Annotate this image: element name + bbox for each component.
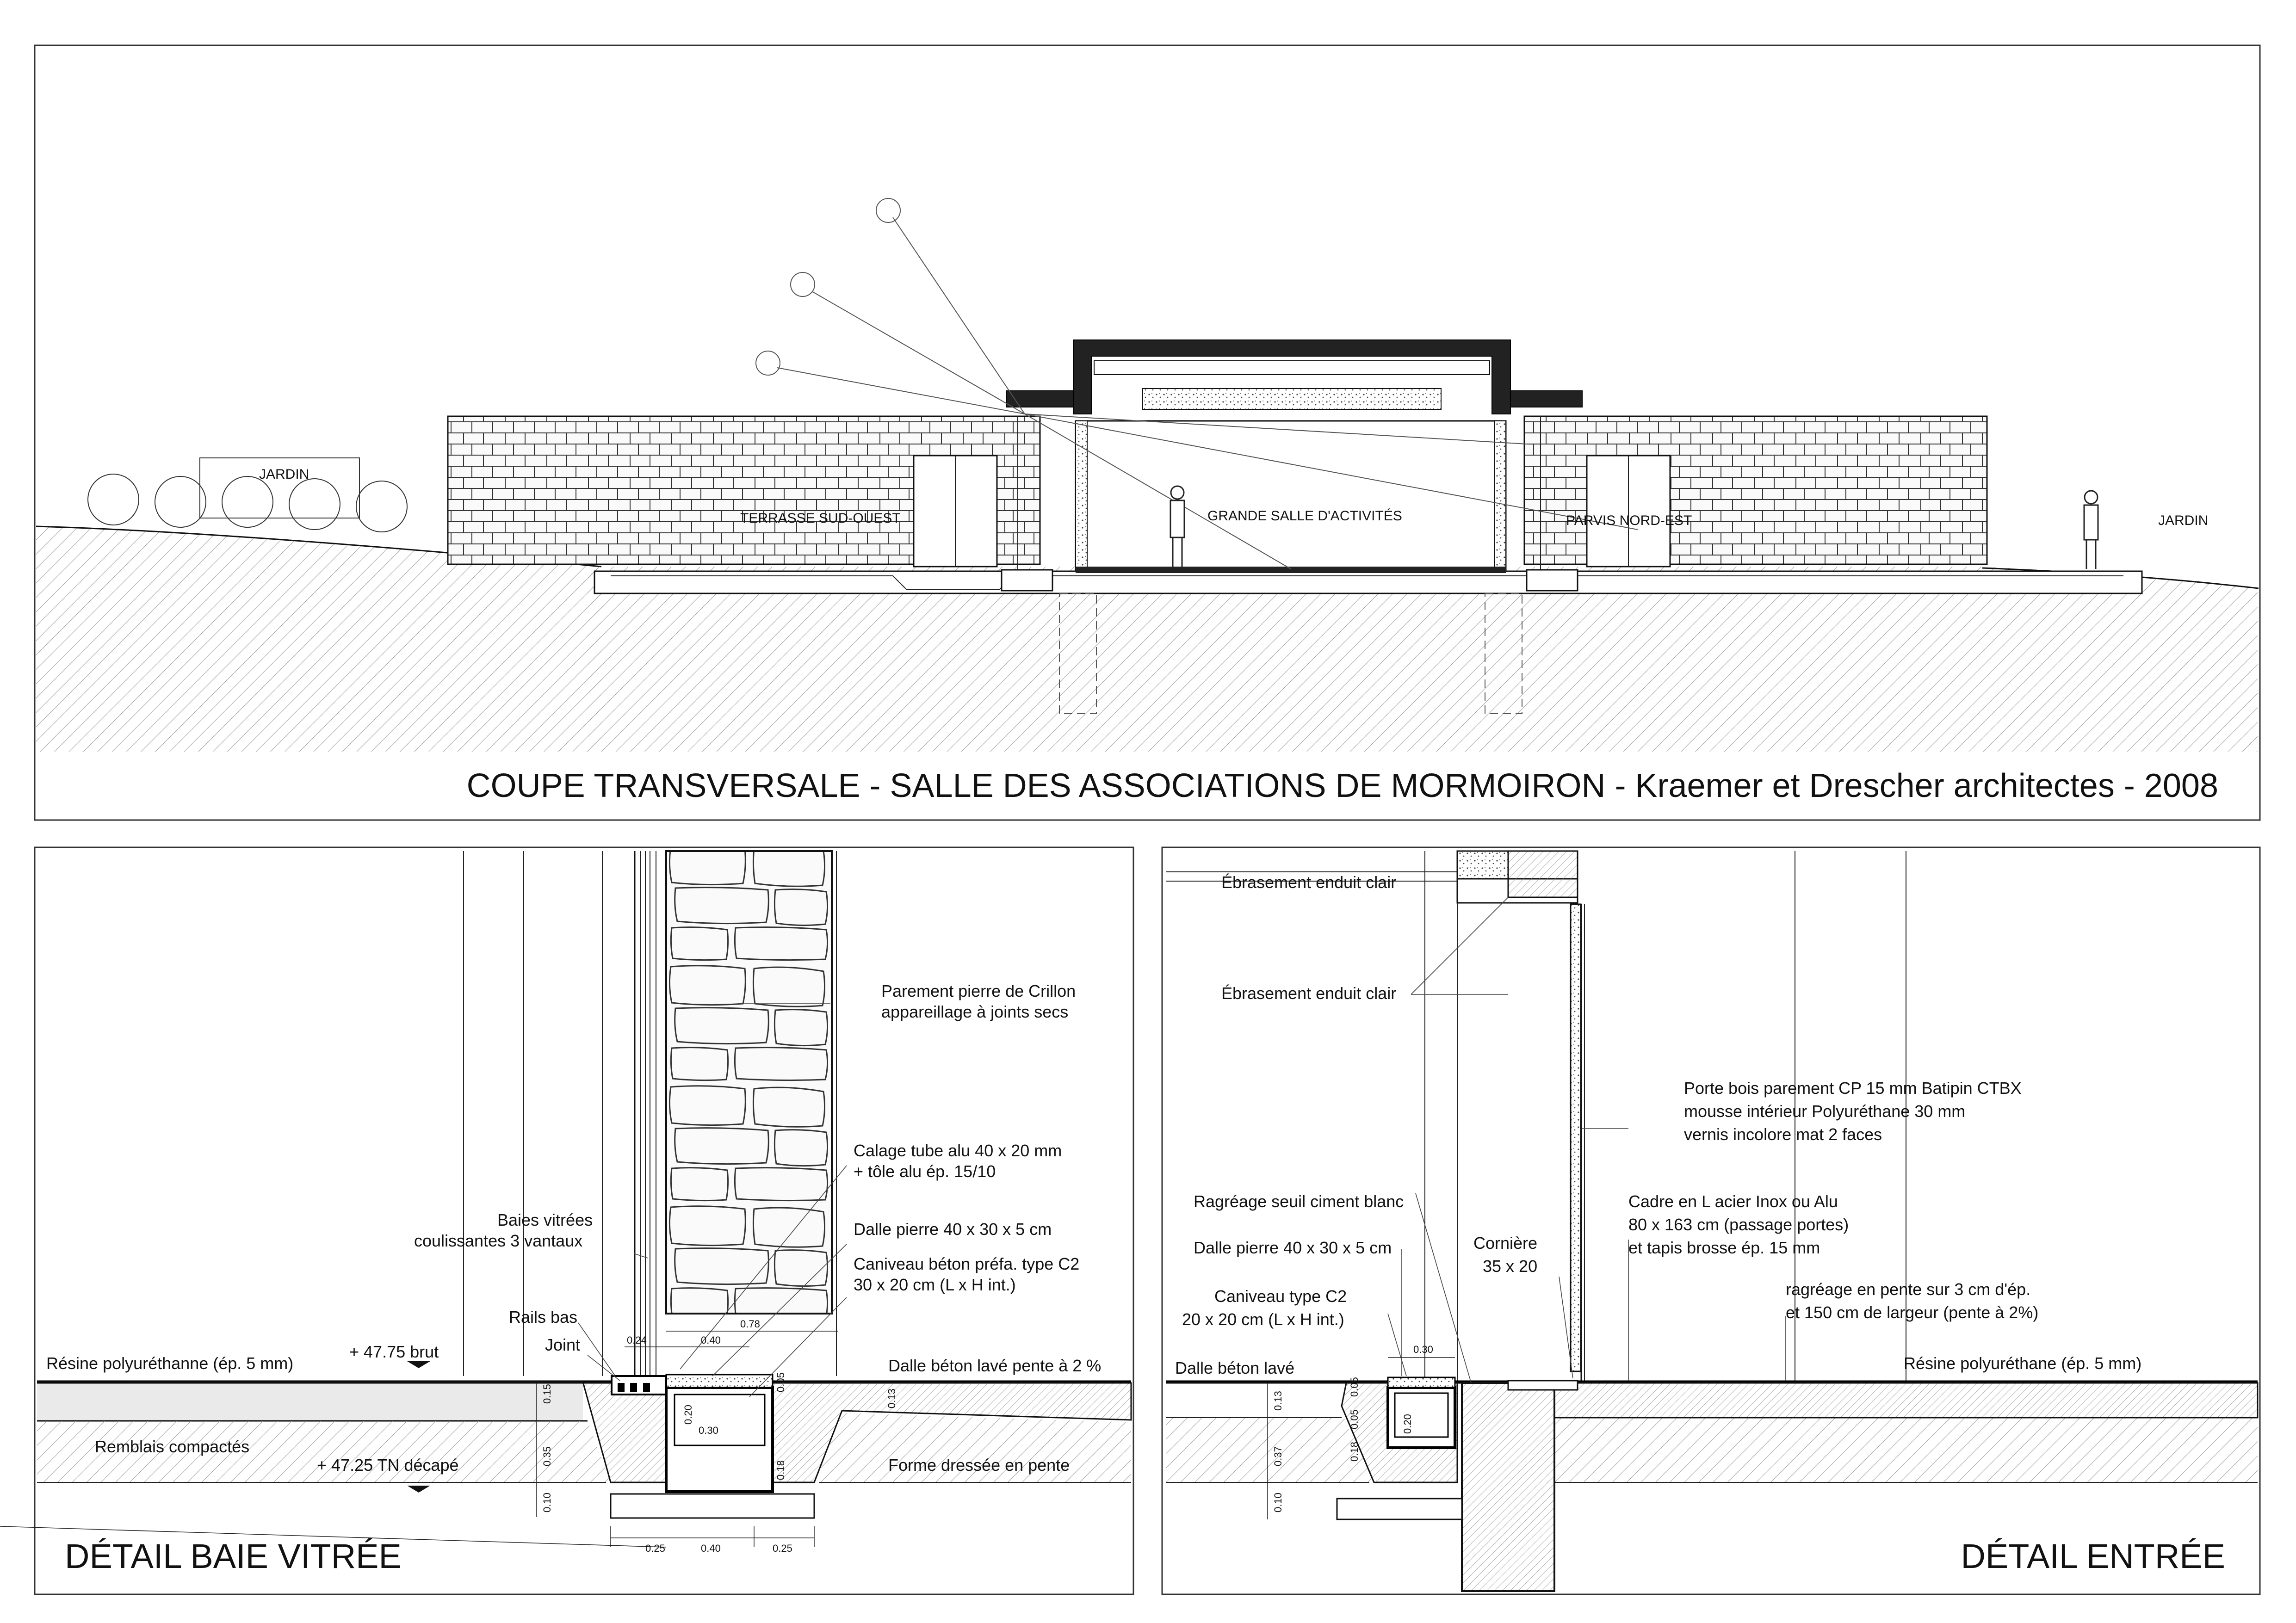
anno-washed-slab: Dalle béton lavé: [1175, 1358, 1295, 1377]
label-forecourt: PARVIS NORD-EST: [1566, 513, 1692, 528]
dim-label: 0.24: [627, 1334, 647, 1346]
dim-label: 0.13: [886, 1388, 897, 1408]
anno-frame-2: 80 x 163 cm (passage portes): [1628, 1215, 1849, 1234]
dim-label: 0.40: [701, 1334, 721, 1346]
anno-joint: Joint: [545, 1335, 581, 1354]
lintel: [1508, 851, 1578, 897]
dim-label: 0.05: [1349, 1409, 1360, 1429]
anno-reveal-1: Ébrasement enduit clair: [1221, 873, 1397, 892]
footing: [611, 1494, 814, 1518]
detail-entry-title: DÉTAIL ENTRÉE: [1961, 1537, 2225, 1575]
hall-interior: [1076, 421, 1506, 571]
floor-slab: [594, 571, 2142, 593]
dim-label: 0.10: [1272, 1493, 1284, 1512]
anno-resin: Résine polyuréthane (ép. 5 mm): [1904, 1354, 2142, 1373]
label-terrace: TERRASSE SUD-OUEST: [740, 511, 901, 526]
anno-washed-slab: Dalle béton lavé pente à 2 %: [888, 1356, 1102, 1375]
anno-angle-1: Cornière: [1473, 1234, 1538, 1253]
anno-door-3: vernis incolore mat 2 faces: [1684, 1125, 1882, 1144]
dim-label: 0.05: [1349, 1377, 1360, 1397]
anno-gutter-2: 30 x 20 cm (L x H int.): [854, 1275, 1016, 1294]
sun-symbol: [756, 351, 780, 375]
dim-label: 0.25: [645, 1543, 665, 1554]
ceiling-panel: [1143, 389, 1441, 409]
foundation-wall: [1462, 1383, 1554, 1591]
anno-level-bottom: + 47.25 TN décapé: [317, 1456, 459, 1475]
dim-label: 0.18: [775, 1460, 786, 1480]
anno-angle-2: 35 x 20: [1483, 1257, 1538, 1276]
label-garden-left: JARDIN: [259, 467, 309, 482]
dim-label: 0.30: [1413, 1344, 1433, 1355]
dim-label: 0.15: [541, 1384, 553, 1404]
anno-shim-2: + tôle alu ép. 15/10: [854, 1162, 996, 1181]
dim-label: 0.13: [1272, 1391, 1284, 1411]
dim-label: 0.30: [699, 1425, 718, 1436]
dim-label: 0.05: [775, 1372, 786, 1392]
anno-frame-3: et tapis brosse ép. 15 mm: [1628, 1238, 1820, 1257]
wood-door: [1571, 904, 1581, 1371]
anno-level-top: + 47.75 brut: [349, 1342, 439, 1361]
sun-symbol: [791, 272, 815, 296]
dim-label: 0.18: [1349, 1442, 1360, 1462]
anno-door-2: mousse intérieur Polyuréthane 30 mm: [1684, 1102, 1966, 1121]
backfill: [1554, 1418, 2258, 1482]
anno-stone-facing-2: appareillage à joints secs: [881, 1002, 1069, 1021]
dim-label: 0.37: [1272, 1446, 1284, 1466]
anno-glazing-1: Baies vitrées: [497, 1210, 593, 1229]
ground-right: [588, 567, 2258, 752]
dim-label: 0.40: [701, 1543, 721, 1554]
anno-resin: Résine polyuréthanne (ép. 5 mm): [46, 1354, 294, 1373]
anno-gutter-2: 20 x 20 cm (L x H int.): [1182, 1310, 1344, 1329]
anno-gutter-1: Caniveau type C2: [1214, 1287, 1347, 1306]
anno-door-1: Porte bois parement CP 15 mm Batipin CTBX: [1684, 1079, 2022, 1098]
anno-stone-slab: Dalle pierre 40 x 30 x 5 cm: [1194, 1238, 1392, 1257]
label-garden-right: JARDIN: [2158, 513, 2209, 528]
detail-window-title: DÉTAIL BAIE VITRÉE: [65, 1537, 402, 1575]
anno-frame-1: Cadre en L acier Inox ou Alu: [1628, 1192, 1838, 1211]
dim-label: 0.35: [541, 1446, 553, 1466]
label-hall: GRANDE SALLE D'ACTIVITÉS: [1207, 508, 1402, 524]
main-section-panel: [35, 45, 2260, 820]
dim-label: 0.10: [541, 1493, 553, 1512]
anno-backfill: Remblais compactés: [95, 1437, 250, 1456]
footing: [1337, 1499, 1462, 1519]
sun-symbol: [876, 198, 900, 222]
hall-floor: [1076, 567, 1506, 573]
dim-label: 0.25: [773, 1543, 792, 1554]
stone-facing: [666, 851, 832, 1314]
anno-stone-slab: Dalle pierre 40 x 30 x 5 cm: [854, 1220, 1052, 1239]
anno-shim-1: Calage tube alu 40 x 20 mm: [854, 1141, 1062, 1160]
anno-rails: Rails bas: [509, 1308, 578, 1327]
section-title: COUPE TRANSVERSALE - SALLE DES ASSOCIATIONS DE MORMOIRON - Kraemer et Drescher architectes - 2008: [466, 767, 2218, 804]
anno-screed: Ragréage seuil ciment blanc: [1194, 1192, 1404, 1211]
anno-glazing-2: coulissantes 3 vantaux: [414, 1231, 583, 1250]
anno-stone-facing-1: Parement pierre de Crillon: [881, 981, 1076, 1000]
dim-label: 0.78: [740, 1318, 760, 1330]
anno-sloped-form: Forme dressée en pente: [888, 1456, 1070, 1475]
anno-reveal-2: Ébrasement enduit clair: [1221, 984, 1397, 1003]
dim-label: 0.20: [682, 1405, 694, 1425]
stone-slab: [666, 1375, 773, 1388]
anno-leveling-2: et 150 cm de largeur (pente à 2%): [1786, 1303, 2039, 1322]
anno-leveling-1: ragréage en pente sur 3 cm d'ép.: [1786, 1280, 2031, 1299]
dim-label: 0.20: [1402, 1414, 1413, 1434]
anno-gutter-1: Caniveau béton préfa. type C2: [854, 1254, 1080, 1273]
